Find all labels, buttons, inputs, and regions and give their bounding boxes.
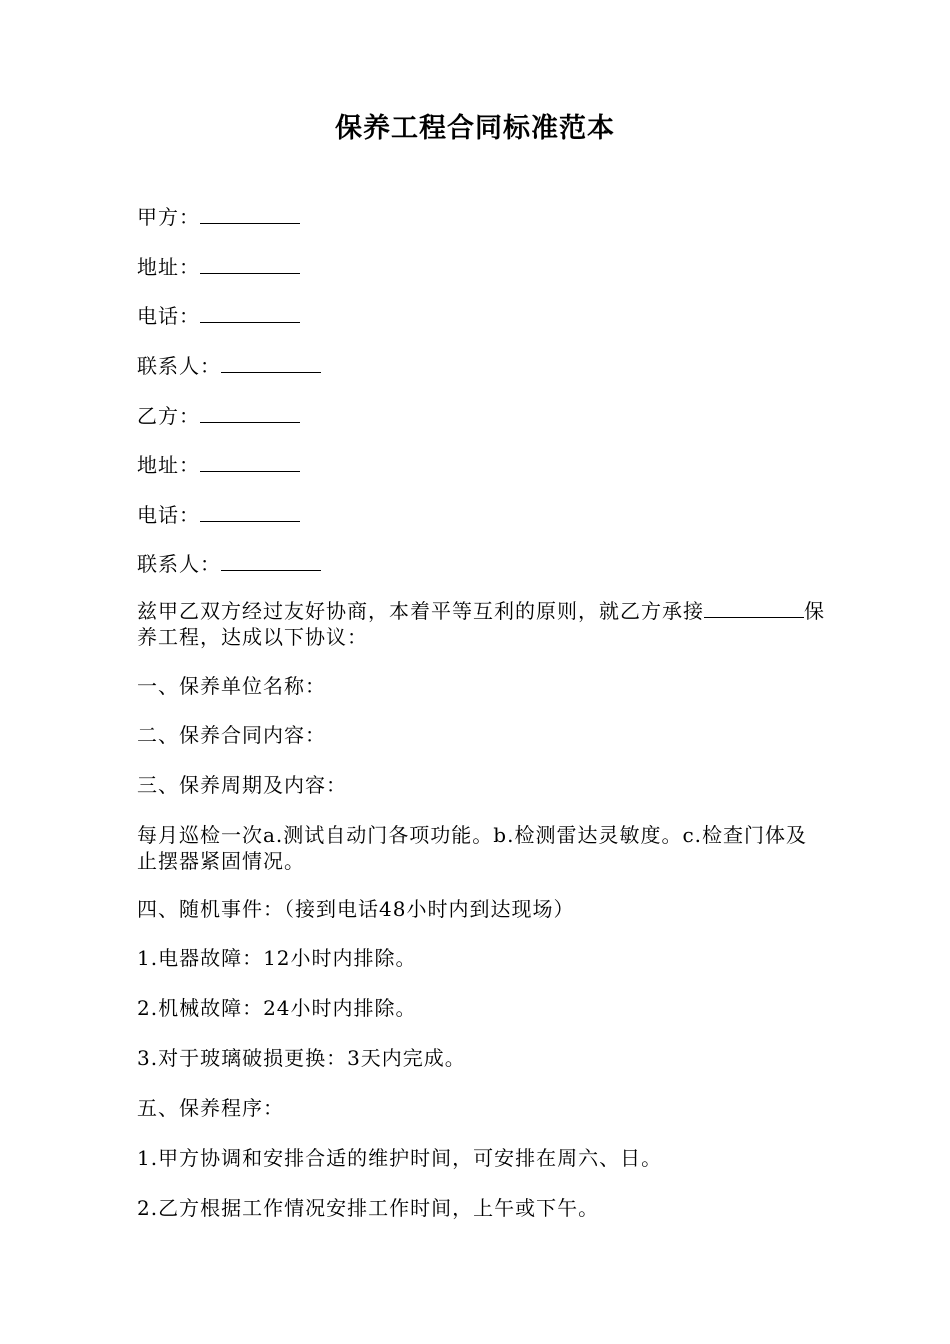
section-5-item-1: 1.甲方协调和安排合适的维护时间，可安排在周六、日。	[137, 1146, 663, 1170]
section-4-item-3: 3.对于玻璃破损更换：3天内完成。	[137, 1046, 466, 1070]
party-b-contact-label: 联系人：	[137, 552, 221, 576]
party-a-phone-blank[interactable]	[200, 300, 300, 323]
section-4-item-2: 2.机械故障：24小时内排除。	[137, 996, 417, 1020]
section-2-heading: 二、保养合同内容：	[137, 723, 326, 747]
party-b-name-blank[interactable]	[200, 400, 300, 423]
party-b-address-blank[interactable]	[200, 449, 300, 472]
party-a-contact-line	[137, 350, 321, 379]
party-a-address-label: 地址：	[137, 255, 200, 279]
section-3-heading: 三、保养周期及内容：	[137, 773, 347, 797]
party-a-phone-label: 电话：	[137, 304, 200, 328]
section-1-heading: 一、保养单位名称：	[137, 674, 326, 698]
intro-text-after: 保养工程，达成以下协议：	[137, 599, 825, 649]
section-4-heading: 四、随机事件：（接到电话48小时内到达现场）	[137, 897, 575, 921]
party-b-phone-label: 电话：	[137, 503, 200, 527]
party-a-contact-blank[interactable]	[221, 350, 321, 373]
section-5-heading: 五、保养程序：	[137, 1096, 284, 1120]
section-3-body: 每月巡检一次a.测试自动门各项功能。b.检测雷达灵敏度。c.检查门体及止摆器紧固情况。	[137, 823, 807, 873]
party-a-phone-line	[137, 300, 300, 329]
party-b-address-label: 地址：	[137, 453, 200, 477]
project-name-blank[interactable]	[704, 599, 804, 618]
party-a-address-blank[interactable]	[200, 251, 300, 274]
party-a-name-label: 甲方：	[137, 205, 200, 229]
party-b-contact-blank[interactable]	[221, 548, 321, 571]
party-b-name-line	[137, 400, 300, 429]
party-a-name-line	[137, 201, 300, 230]
party-b-phone-blank[interactable]	[200, 499, 300, 522]
party-a-contact-label: 联系人：	[137, 354, 221, 378]
section-5-item-2: 2.乙方根据工作情况安排工作时间，上午或下午。	[137, 1196, 600, 1220]
document-title: 保养工程合同标准范本	[335, 113, 615, 144]
party-b-contact-line	[137, 548, 321, 577]
party-b-address-line	[137, 449, 300, 478]
party-a-address-line	[137, 251, 300, 280]
section-4-item-1: 1.电器故障：12小时内排除。	[137, 946, 417, 970]
intro-paragraph	[137, 598, 827, 650]
party-b-phone-line	[137, 499, 300, 528]
party-b-name-label: 乙方：	[137, 404, 200, 428]
party-a-name-blank[interactable]	[200, 201, 300, 224]
intro-text-before: 兹甲乙双方经过友好协商，本着平等互利的原则，就乙方承接	[137, 599, 704, 623]
